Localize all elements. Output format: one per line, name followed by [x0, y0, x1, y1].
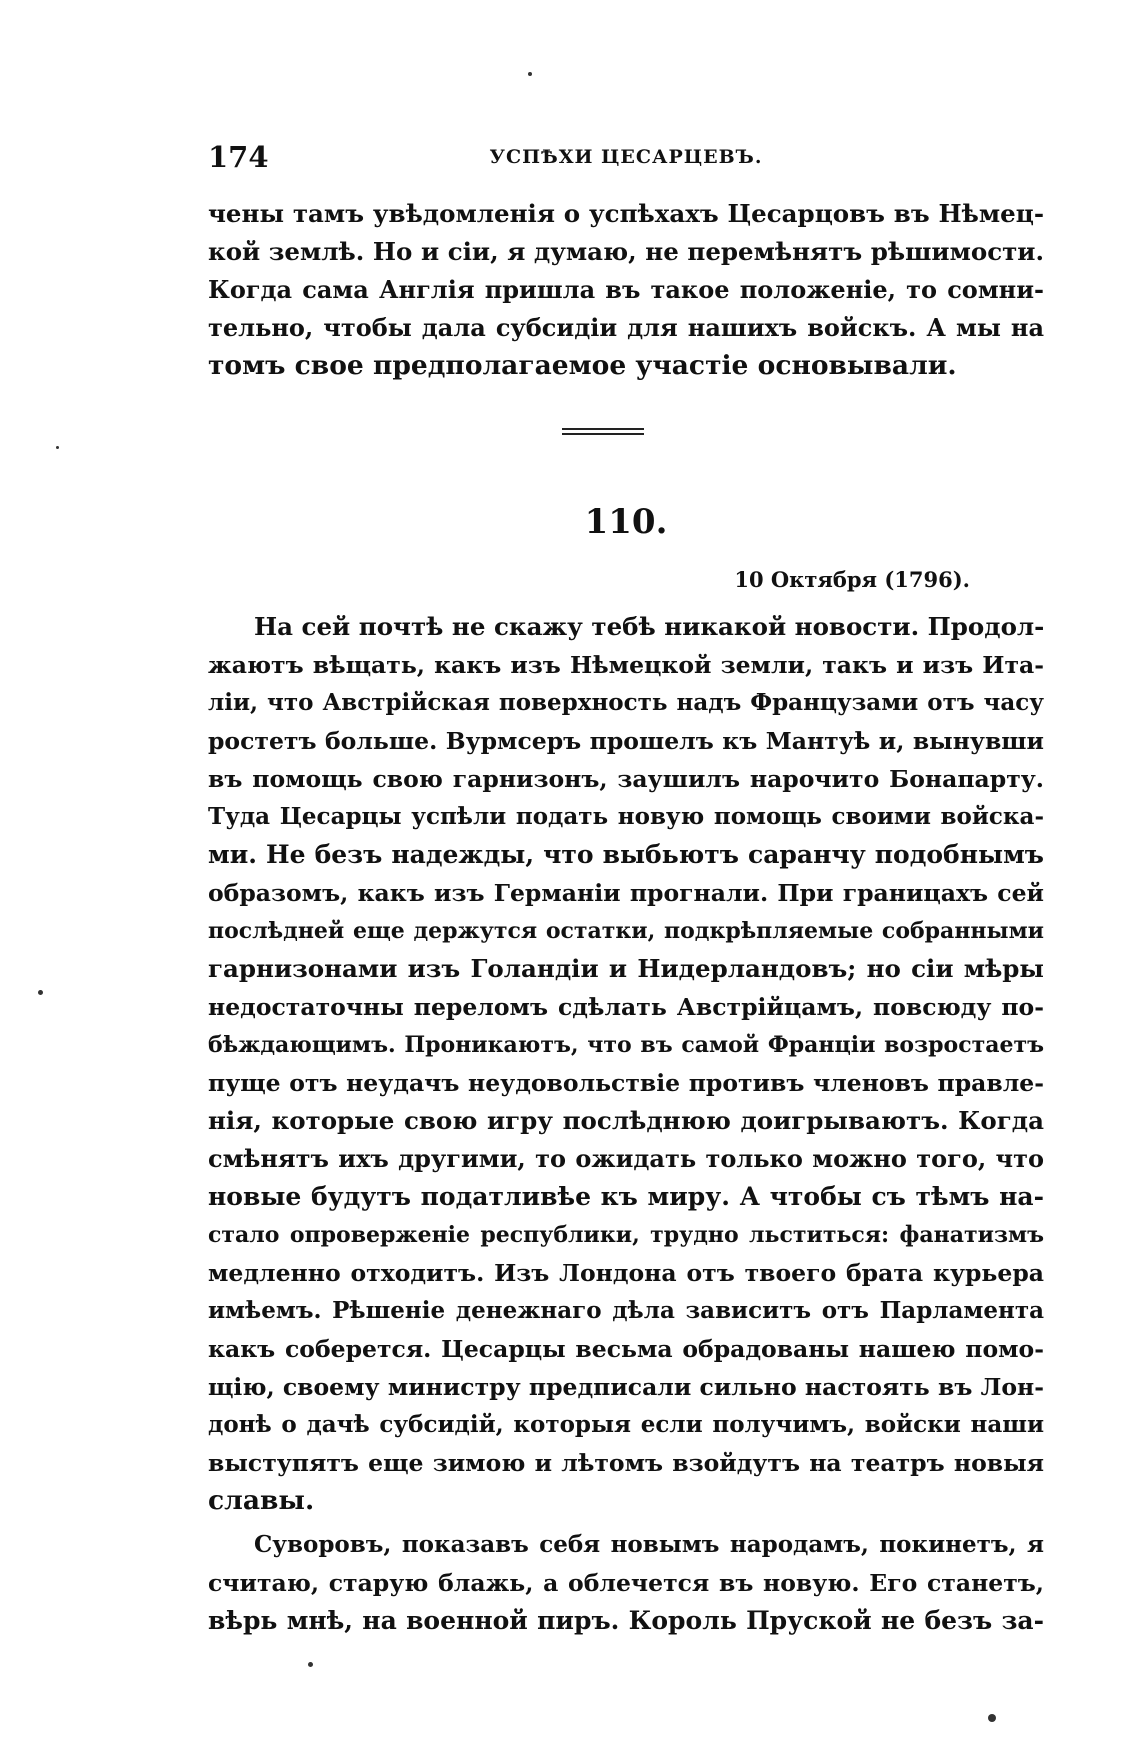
- letter-number: 110.: [584, 502, 668, 542]
- text-line: жаютъ вѣщать, какъ изъ Нѣмецкой земли, такъ и изъ Ита-: [208, 651, 1044, 679]
- text-line: тельно, чтобы дала субсидіи для нашихъ войскъ. А мы на: [208, 313, 1044, 342]
- text-line: вѣрь мнѣ, на военной пиръ. Король Пруской не безъ за-: [208, 1606, 1044, 1635]
- text-line: славы.: [208, 1485, 315, 1516]
- text-line: ми. Не безъ надежды, что выбьютъ саранчу подобнымъ: [208, 840, 1044, 869]
- text-line: нія, которые свою игру послѣднюю доигрываютъ. Когда: [208, 1106, 1044, 1135]
- text-line: чены тамъ увѣдомленія о успѣхахъ Цесарцовъ въ Нѣмец-: [208, 199, 1044, 228]
- text-line: образомъ, какъ изъ Германіи прогнали. При границахъ сей: [208, 879, 1044, 907]
- page-number: 174: [208, 140, 269, 174]
- text-line: томъ свое предполагаемое участіе основывали.: [208, 350, 957, 381]
- text-line: въ помощь свою гарнизонъ, заушилъ нарочито Бонапарту.: [208, 765, 1044, 793]
- text-line: донѣ о дачѣ субсидій, которыя если получимъ, войски наши: [208, 1411, 1044, 1438]
- text-line: послѣдней еще держутся остатки, подкрѣпляемые собранными: [208, 918, 1044, 944]
- text-line: новые будутъ податливѣе къ миру. А чтобы съ тѣмъ на-: [208, 1182, 1044, 1211]
- text-line: ростетъ больше. Вурмсеръ прошелъ къ Мантуѣ и, вынувши: [208, 727, 1044, 755]
- text-line: недостаточны переломъ сдѣлать Австрійцамъ, повсюду по-: [208, 993, 1044, 1021]
- text-line: пуще отъ неудачъ неудовольствіе противъ членовъ правле-: [208, 1069, 1044, 1097]
- text-line: медленно отходитъ. Изъ Лондона отъ твоего брата курьера: [208, 1259, 1044, 1287]
- text-line: гарнизонами изъ Голандіи и Нидерландовъ; но сіи мѣры: [208, 954, 1044, 983]
- letter-date: 10 Октября (1796).: [734, 567, 970, 592]
- section-divider: [562, 428, 644, 438]
- text-line: стало опроверженіе республики, трудно льститься: фанатизмъ: [208, 1222, 1044, 1248]
- scan-speck: [38, 990, 43, 995]
- text-line: смѣнятъ ихъ другими, то ожидать только можно того, что: [208, 1144, 1044, 1173]
- scan-speck: [56, 446, 59, 449]
- text-line: имѣемъ. Рѣшеніе денежнаго дѣла зависитъ отъ Парламента: [208, 1297, 1044, 1324]
- text-line: считаю, старую блажь, а облечется въ новую. Его станетъ,: [208, 1569, 1044, 1597]
- text-line: Когда сама Англія пришла въ такое положеніе, то сомни-: [208, 275, 1044, 304]
- text-line: ліи, что Австрійская поверхность надъ Французами отъ часу: [208, 689, 1044, 716]
- letter-paragraph-2: [208, 1526, 1044, 1640]
- text-line: выступятъ еще зимою и лѣтомъ взойдутъ на театръ новыя: [208, 1449, 1044, 1477]
- text-line: кой землѣ. Но и сіи, я думаю, не перемѣнятъ рѣшимости.: [208, 237, 1044, 266]
- text-line: Суворовъ, показавъ себя новымъ народамъ, покинетъ, я: [254, 1531, 1044, 1558]
- carryover-paragraph: [208, 195, 1044, 385]
- text-line: щію, своему министру предписали сильно настоять въ Лон-: [208, 1373, 1044, 1401]
- scan-speck: [988, 1714, 996, 1722]
- text-line: Туда Цесарцы успѣли подать новую помощь своими войска-: [208, 803, 1044, 830]
- divider-rule: [562, 433, 644, 435]
- text-line: какъ соберется. Цесарцы весьма обрадованы нашею помо-: [208, 1335, 1044, 1363]
- letter-paragraph-1: [208, 608, 1044, 1520]
- running-title: УСПѢХИ ЦЕСАРЦЕВЪ.: [489, 146, 763, 168]
- text-line: На сей почтѣ не скажу тебѣ никакой новости. Продол-: [254, 612, 1044, 641]
- running-head: [208, 140, 1044, 180]
- divider-rule: [562, 428, 644, 430]
- scan-speck: [528, 72, 532, 76]
- scan-speck: [308, 1662, 313, 1667]
- text-line: бѣждающимъ. Проникаютъ, что въ самой Франціи возростаетъ: [208, 1032, 1044, 1058]
